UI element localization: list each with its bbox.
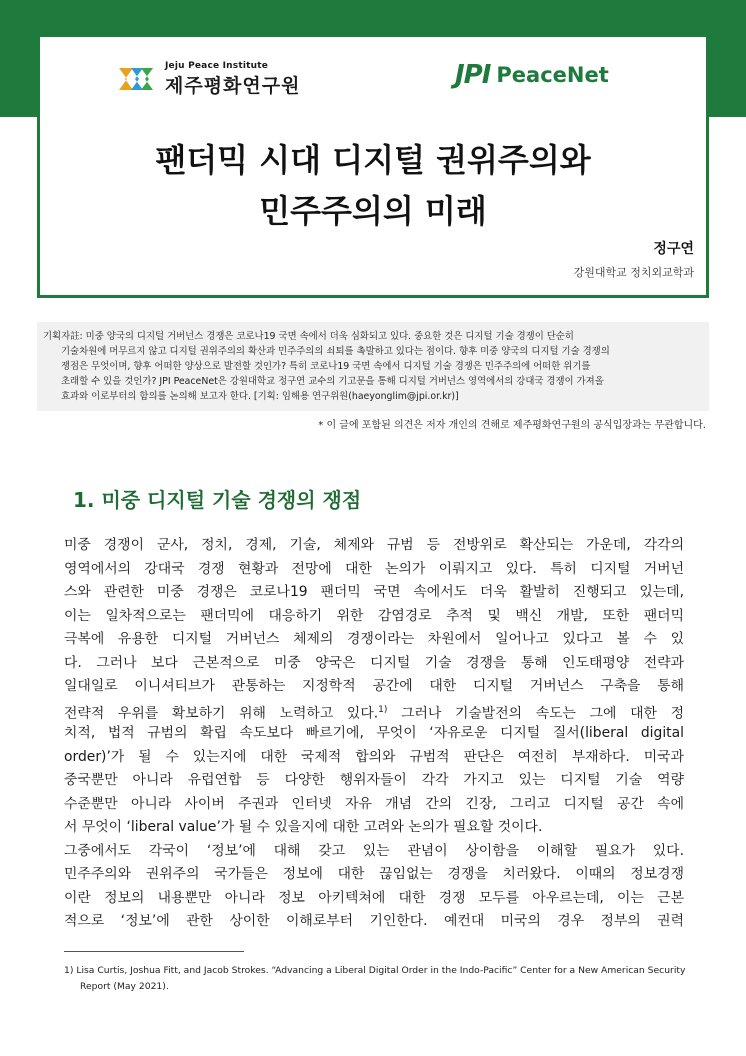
body-line: 민주주의와 권위주의 국가들은 정보에 대한 끊임없는 경쟁을 치러왔다. 이때의 정보경쟁 xyxy=(64,866,684,882)
body-line: 스와 관련한 미중 경쟁은 코로나19 팬더믹 국면 속에서도 더욱 활발히 진행되고 있는데, xyxy=(64,584,684,600)
document-title xyxy=(37,135,709,237)
title-line: 팬더믹 시대 디지털 권위주의와 xyxy=(155,141,591,179)
body-text xyxy=(64,534,684,934)
planning-note-line: 초래할 수 있을 것인가? JPI PeaceNet은 강원대학교 정구연 교수의 기고문을 통해 디지털 거버넌스 영역에서의 강대국 경쟁이 가져올 xyxy=(61,376,604,387)
footnote-line: Report (May 2021). xyxy=(80,981,169,992)
body-line: 이는 일차적으로는 팬더믹에 대응하기 위한 감염경로 추적 및 백신 개발, 또한 팬더믹 xyxy=(64,607,684,624)
peacenet-wordmark: PeaceNet xyxy=(496,63,609,87)
jeju-peace-institute-logo xyxy=(113,60,300,98)
body-line: 서 무엇이 ‘liberal value’가 될 수 있을지에 대한 고려와 논의가 필요할 것이다. xyxy=(64,819,543,835)
planning-note-line: 효과와 이로부터의 함의를 논의해 보고자 한다. [기획: 임해용 연구위원(haeyonglim@jpi.or.kr)] xyxy=(61,391,459,402)
jpi-peacenet-logo xyxy=(455,60,609,90)
footnote xyxy=(64,963,694,995)
body-line-head: 전략적 우위를 확보하기 위해 노력하고 있다. xyxy=(64,705,379,722)
author-affiliation: 강원대학교 정치외교학과 xyxy=(573,266,694,279)
planning-note-line: 기술차원에 머무르지 않고 디지털 권위주의의 확산과 민주주의의 쇠퇴를 촉발하고 있다는 점이다. 향후 미중 양국의 디지털 기술 경쟁의 xyxy=(61,346,610,357)
institute-emblem-icon xyxy=(113,60,159,98)
body-line: 미중 경쟁이 군사, 정치, 경제, 기술, 체제와 규범 등 전방위로 확산되는 가운데, 각각의 xyxy=(64,537,684,553)
author-name: 정구연 xyxy=(653,241,694,257)
body-line: 적으로 ‘정보’에 관한 상이한 이해로부터 기인한다. 예컨대 미국의 경우 정부의 권력 xyxy=(64,913,684,929)
planning-note-line: 기획자註: 미중 양국의 디지털 거버넌스 경쟁은 코로나19 국면 속에서 더욱 심화되고 있다. 중요한 것은 디지털 기술 경쟁이 단순히 xyxy=(43,331,574,342)
body-line: order)’가 될 수 있는지에 대한 국제적 합의와 규범적 판단은 여전히 부재하다. 미국과 xyxy=(64,748,684,765)
footnote-line: 1) Lisa Curtis, Joshua Fitt, and Jacob Strokes. “Advancing a Liberal Digital Order in the Indo-Pacific” Center for a New American Security xyxy=(64,965,686,976)
jpi-wordmark: JPI xyxy=(455,60,491,90)
body-line: 중국뿐만 아니라 유럽연합 등 다양한 행위자들이 각각 가지고 있는 디지털 기술 역량 xyxy=(64,772,684,788)
body-line: 그중에서도 각국이 ‘정보’에 대해 갖고 있는 관념이 상이함을 이해할 필요가 있다. xyxy=(64,842,684,859)
planning-note-line: 쟁점은 무엇이며, 향후 어떠한 양상으로 발전할 것인가? 특히 코로나19 국면 속에서 디지털 기술 경쟁은 민주주의에 어떠한 위기를 xyxy=(61,361,591,372)
body-line: 극복에 유용한 디지털 거버넌스 체제의 경쟁이라는 차원에서 일어나고 있다고 볼 수 있 xyxy=(64,631,684,647)
body-line: 영역에서의 강대국 경쟁 현황과 전망에 대한 논의가 이뤄지고 있다. 특히 디지털 거버넌 xyxy=(64,560,684,577)
institute-name-ko: 제주평화연구원 xyxy=(165,74,301,97)
body-line-tail: 그러나 기술발전의 속도는 그에 대한 정 xyxy=(387,705,684,722)
body-line: 일대일로 이니셔티브가 관통하는 지정학적 공간에 대한 디지털 거버넌스 구축을 통해 xyxy=(64,678,684,694)
body-line: 치적, 법적 규범의 확립 속도보다 빠르기에, 무엇이 ‘자유로운 디지털 질서(liberal digital xyxy=(64,725,684,741)
body-line: 이란 정보의 내용뿐만 아니라 정보 아키텍쳐에 대한 경쟁 모두를 아우르는데, 이는 근본 xyxy=(64,889,684,906)
body-line-with-footnote xyxy=(64,699,684,723)
institute-name-en: Jeju Peace Institute xyxy=(165,60,269,71)
section-heading: 1. 미중 디지털 기술 경쟁의 쟁점 xyxy=(73,488,362,512)
footnote-reference[interactable]: 1) xyxy=(378,704,388,715)
disclaimer-note: * 이 글에 포함된 의견은 저자 개인의 견해로 제주평화연구원의 공식입장과는 무관합니다. xyxy=(318,420,706,431)
footnote-divider xyxy=(64,951,244,952)
body-line: 수준뿐만 아니라 사이버 주권과 인터넷 자유 개념 간의 긴장, 그리고 디지털 공간 속에 xyxy=(64,795,684,812)
planning-note xyxy=(37,322,709,411)
title-line: 민주주의의 미래 xyxy=(259,192,487,230)
body-line: 다. 그러나 보다 근본적으로 미중 양국은 디지털 기술 경쟁을 통해 인도태평양 전략과 xyxy=(64,654,684,671)
